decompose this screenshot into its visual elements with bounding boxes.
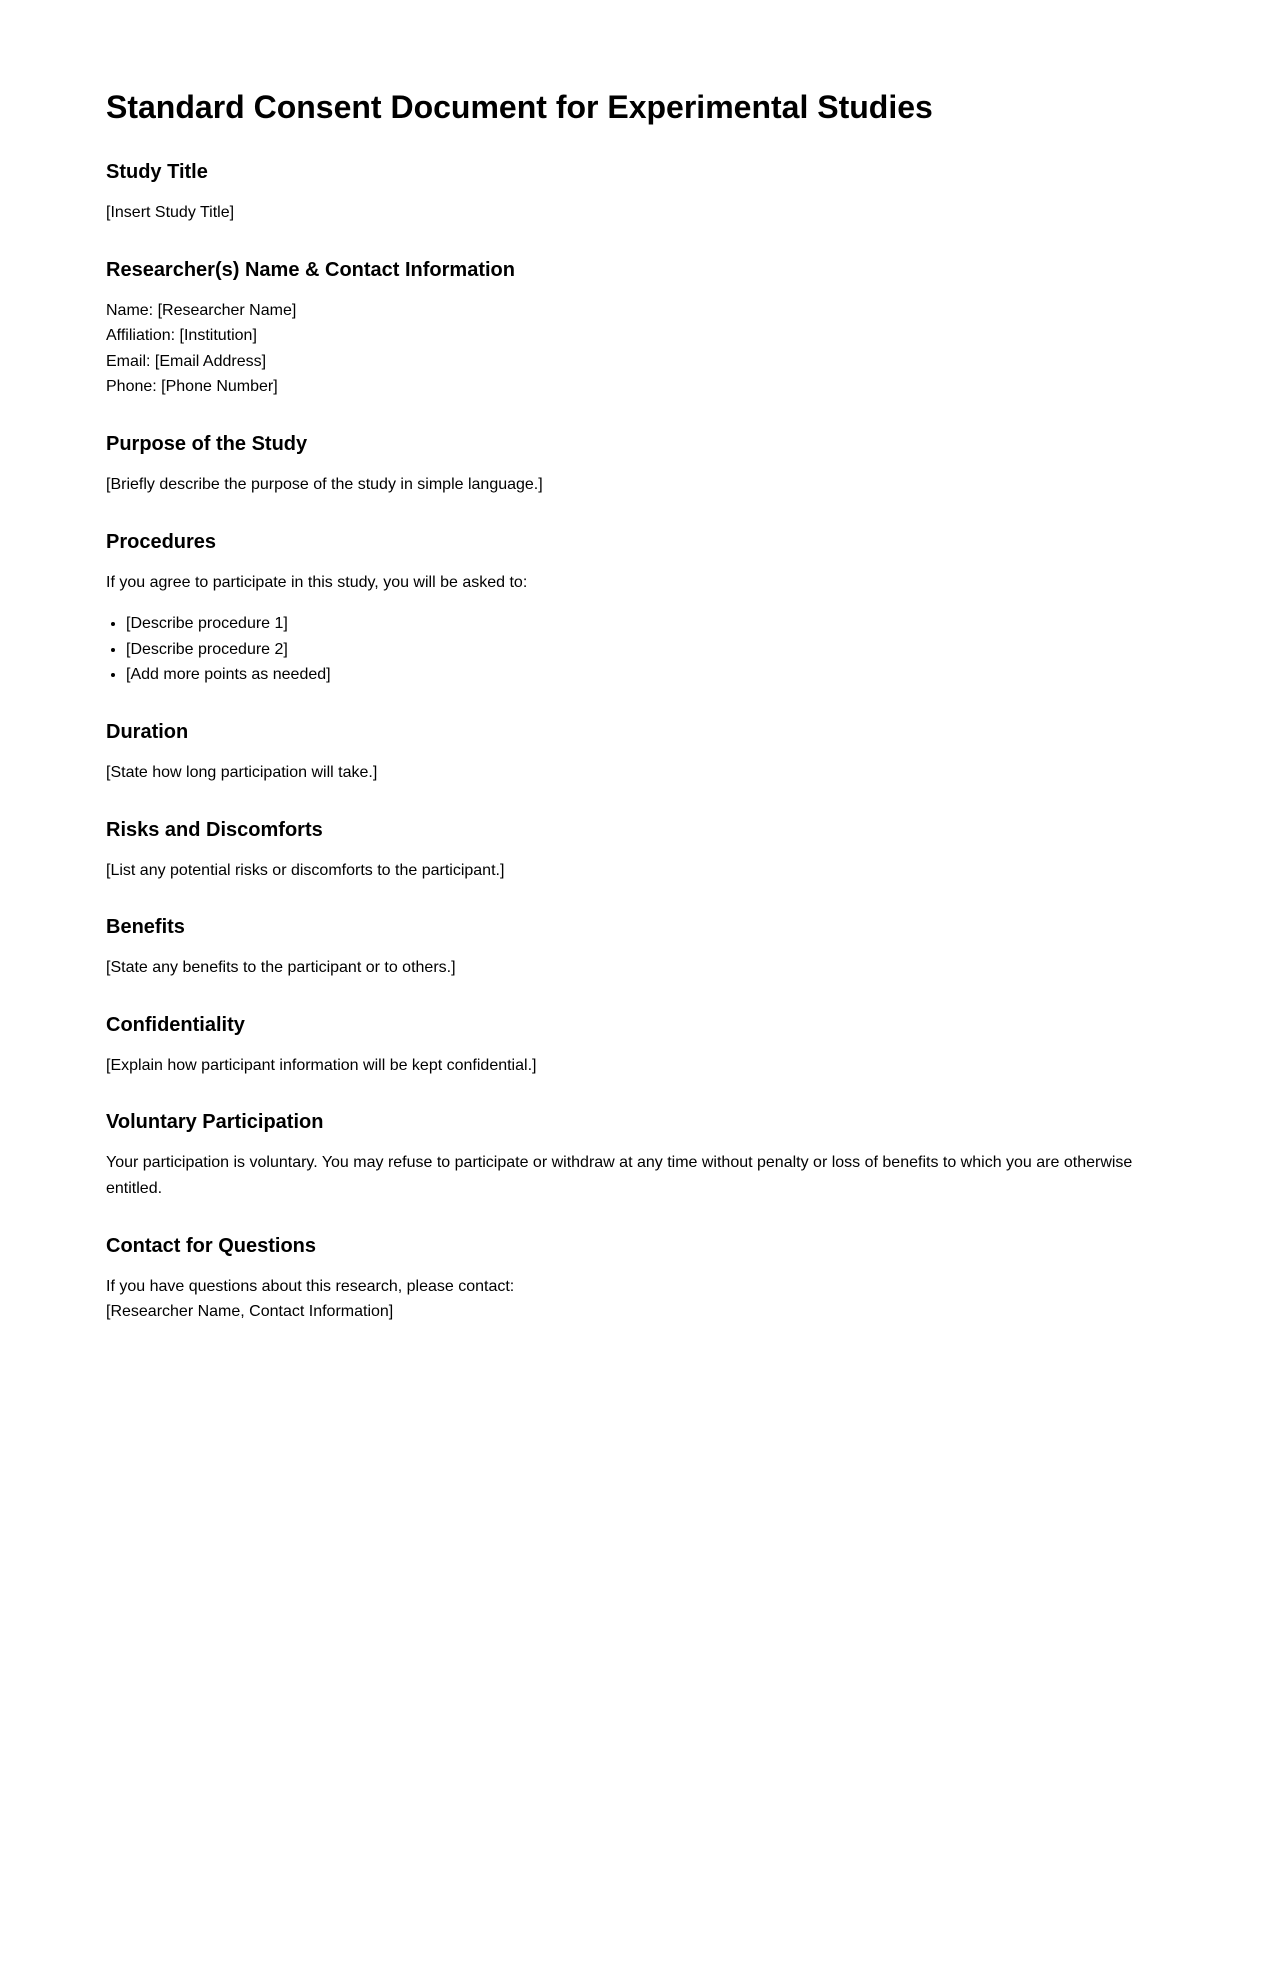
section-body: [Explain how participant information will be kept confidential.] — [106, 1056, 537, 1074]
section-heading: Researcher(s) Name & Contact Information — [106, 258, 515, 281]
researcher-email-line: Email: [Email Address] — [106, 352, 267, 370]
section-heading: Risks and Discomforts — [106, 818, 323, 841]
section-procedures — [106, 530, 1158, 688]
list-item: • [Add more points as needed] — [126, 662, 1158, 688]
contact-block — [106, 1274, 1158, 1325]
document-title: Standard Consent Document for Experimental Studies — [106, 89, 933, 125]
contact-intro: If you have questions about this research, please contact: — [106, 1277, 515, 1295]
list-item: • [Describe procedure 2] — [126, 637, 1158, 663]
researcher-contact-block — [106, 298, 1158, 400]
section-body: [Insert Study Title] — [106, 204, 235, 221]
section-study-title — [106, 160, 1158, 226]
section-voluntary — [106, 1110, 1158, 1201]
section-benefits — [106, 915, 1158, 981]
section-heading: Procedures — [106, 530, 217, 553]
section-heading: Benefits — [106, 916, 185, 939]
procedures-intro: If you agree to participate in this study, you will be asked to: — [106, 573, 528, 591]
section-body: [Briefly describe the purpose of the study in simple language.] — [106, 475, 543, 493]
section-heading: Contact for Questions — [106, 1234, 317, 1257]
section-body: [State any benefits to the participant or to others.] — [106, 959, 456, 977]
researcher-phone-line: Phone: [Phone Number] — [106, 378, 278, 396]
researcher-affiliation-line: Affiliation: [Institution] — [106, 327, 257, 345]
section-purpose — [106, 432, 1158, 498]
section-duration — [106, 720, 1158, 786]
section-researchers — [106, 258, 1158, 400]
section-body: [State how long participation will take.] — [106, 763, 378, 781]
section-body: [List any potential risks or discomforts to the participant.] — [106, 861, 505, 879]
contact-details: [Researcher Name, Contact Information] — [106, 1303, 394, 1321]
section-heading: Confidentiality — [106, 1013, 245, 1036]
section-contact — [106, 1234, 1158, 1325]
section-body: Your participation is voluntary. You may refuse to participate or withdraw at any time without penalty or loss of benefits to which you are otherwise entitled. — [106, 1154, 1133, 1197]
researcher-name-line: Name: [Researcher Name] — [106, 301, 297, 319]
section-confidentiality — [106, 1013, 1158, 1079]
procedures-list — [106, 611, 1158, 688]
list-item: • [Describe procedure 1] — [126, 611, 1158, 637]
section-heading: Duration — [106, 720, 189, 743]
consent-document — [106, 88, 1158, 1341]
section-heading: Study Title — [106, 161, 208, 183]
section-risks — [106, 818, 1158, 884]
section-heading: Voluntary Participation — [106, 1111, 324, 1134]
section-heading: Purpose of the Study — [106, 432, 308, 455]
